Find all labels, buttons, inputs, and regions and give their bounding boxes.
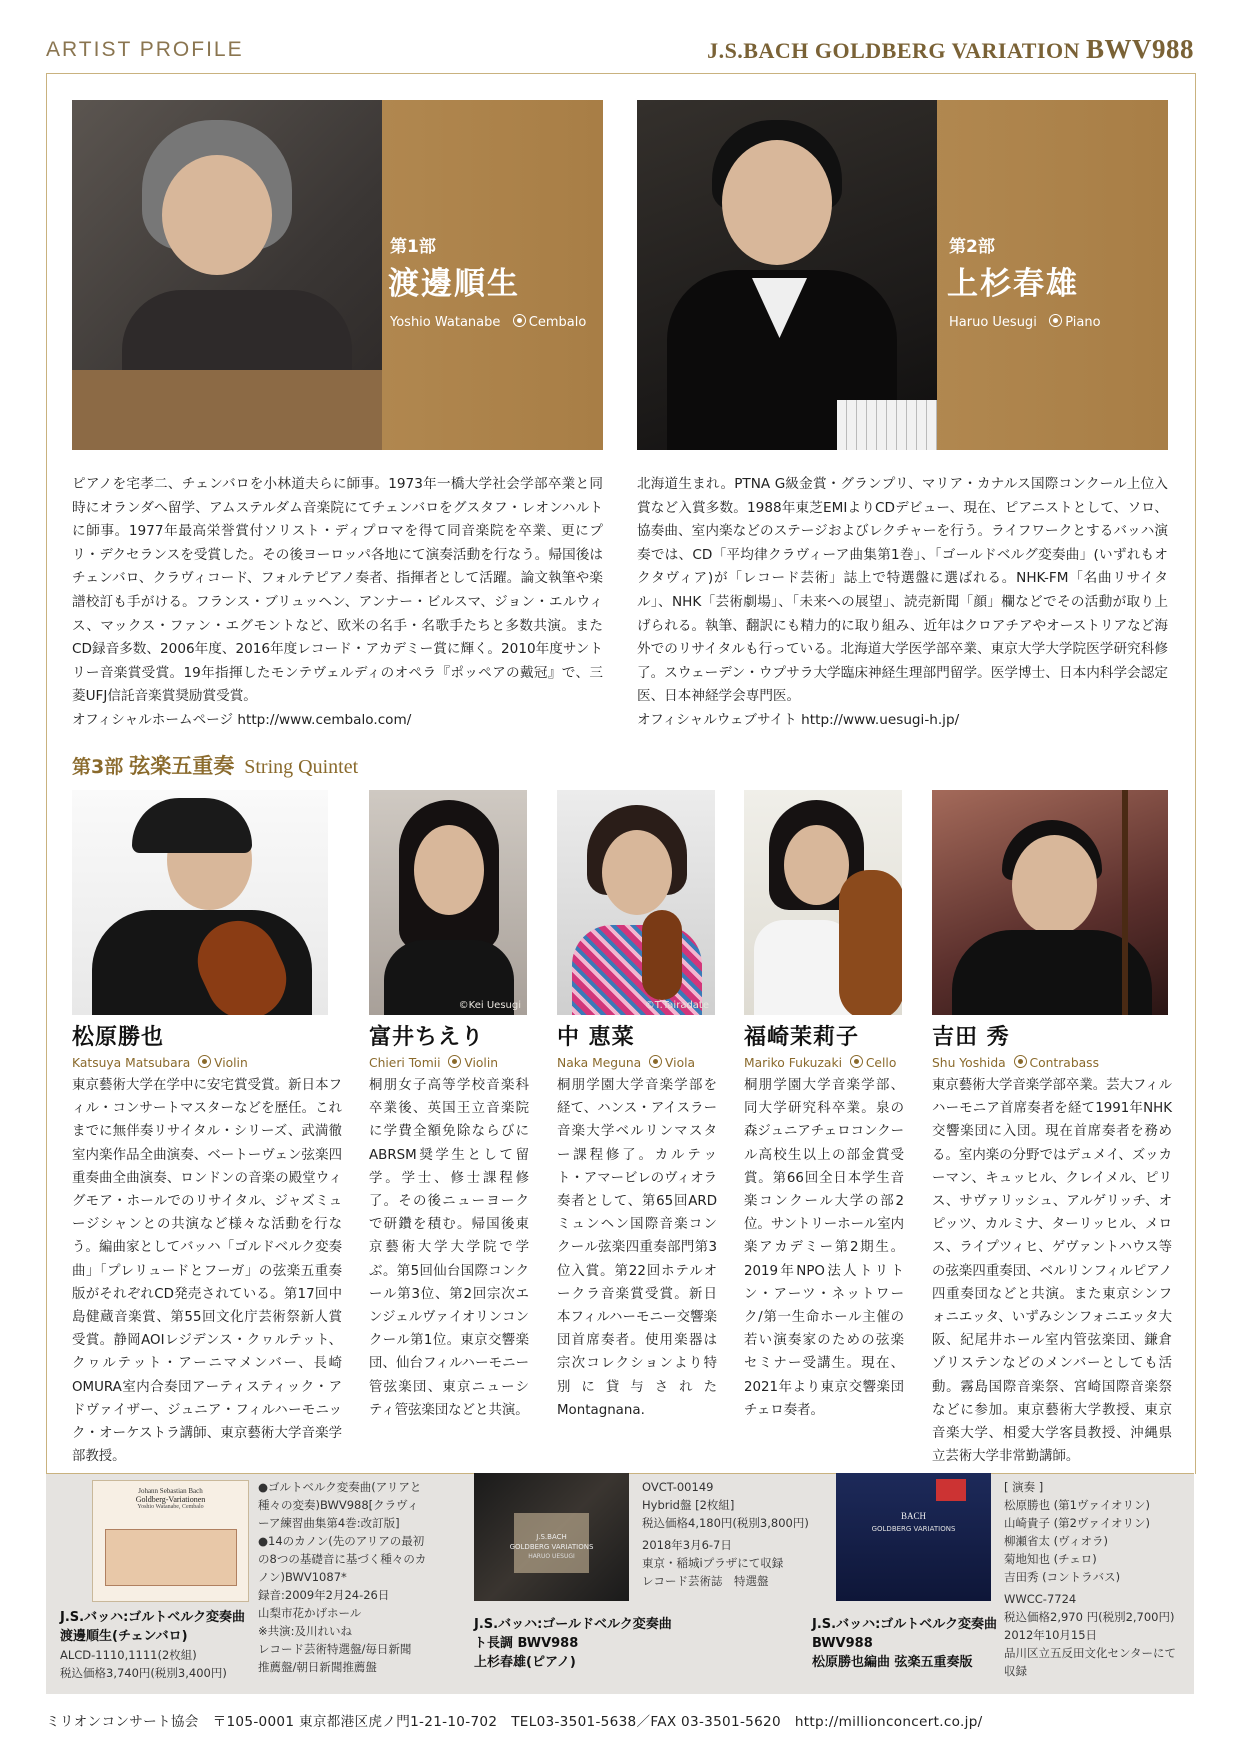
quintet-instrument-5: Contrabass — [1029, 1056, 1099, 1070]
part3-title: 弦楽五重奏 — [129, 753, 235, 778]
cd2-title-3: 上杉春雄(ピアノ) — [474, 1655, 576, 1670]
quintet-name-en-3 — [557, 1055, 717, 1070]
quintet-photo-3 — [557, 790, 715, 1015]
quintet-bio-3: 桐朋学園大学音楽学部を経て、ハンス・アイスラー音楽大学ベルリンマスター課程修了。カルテット・アマービレのヴィオラ奏者として、第65回ARD ミュンヘン国際音楽コンクール弦楽四重奏部門第3位入賞。第22回ホテルオークラ音楽賞受賞。新日本フィルハーモニー交響楽団首席奏者。使用楽器は宗次コレクションより特別に貸与されたMontagnana. — [557, 1078, 717, 1418]
quintet-name-en-text-5: Shu Yoshida — [932, 1056, 1006, 1070]
cd2-cover-line1: J.S.BACH — [536, 1533, 567, 1541]
cd3-title-3: 松原勝也編曲 弦楽五重奏版 — [812, 1655, 973, 1670]
cd1-note-2: ●14のカノン(先のアリアの最初の8つの基礎音に基づく種々のカノン)BWV1087* — [258, 1534, 427, 1584]
quintet-name-1: 松原勝也 — [72, 1024, 165, 1050]
part3-label: 第3部 — [72, 756, 124, 778]
part2-photo — [637, 100, 937, 450]
quintet-member-3 — [557, 1020, 717, 1422]
cd2-note-1: OVCT-00149 — [642, 1480, 714, 1494]
part1-name-en — [390, 314, 586, 330]
cd1-title — [60, 1608, 260, 1682]
quintet-credit-3: ©T.Tairadate — [644, 1000, 709, 1011]
cd1-cover — [92, 1480, 249, 1602]
quintet-member-1 — [72, 1020, 342, 1468]
quintet-name-en-text-4: Mariko Fukuzaki — [744, 1056, 842, 1070]
quintet-name-2: 富井ちえり — [369, 1024, 485, 1050]
cd1-note-6: レコード芸術特選盤/毎日新聞 — [258, 1642, 412, 1656]
part1-hero — [72, 100, 603, 450]
quintet-photo-4 — [744, 790, 902, 1015]
cd3-note-5: 菊地知也 (チェロ) — [1004, 1552, 1097, 1566]
header-title-code: BWV988 — [1085, 34, 1194, 64]
part2-piano-keys — [837, 400, 937, 450]
part2-face — [722, 140, 832, 265]
cd3-title-2: BWV988 — [812, 1636, 873, 1651]
header-title-main: J.S.BACH GOLDBERG VARIATION — [707, 38, 1086, 63]
part3-title-en: String Quintet — [244, 756, 359, 778]
cd1-cover-art — [105, 1529, 237, 1586]
cd2-title — [474, 1615, 714, 1672]
cd3-cover — [836, 1473, 991, 1601]
cd2-title-1: J.S.バッハ:ゴールドベルク変奏曲 — [474, 1617, 672, 1632]
cd2-note-6: レコード芸術誌 特選盤 — [642, 1574, 769, 1588]
cd3-note-7: WWCC-7724 — [1004, 1592, 1077, 1606]
quintet-viola-3 — [642, 910, 682, 1000]
instrument-mark-icon — [198, 1055, 211, 1068]
quintet-photo-1 — [72, 790, 328, 1015]
cd1-note-3: 録音:2009年2月24-26日 — [258, 1588, 390, 1602]
cd2-note-5: 東京・稲城iプラザにて収録 — [642, 1556, 784, 1570]
header-title — [707, 34, 1194, 65]
cd2-cover-line2: GOLDBERG VARIATIONS — [509, 1543, 594, 1551]
quintet-name-en-4 — [744, 1055, 904, 1070]
cd2-note-4: 2018年3月6-7日 — [642, 1538, 732, 1552]
cd1-note-4: 山梨市花かげホール — [258, 1606, 362, 1620]
cd1-title-1: J.S.バッハ:ゴルトベルク変奏曲 — [60, 1610, 246, 1625]
quintet-instrument-1: Violin — [214, 1056, 248, 1070]
part1-name: 渡邊順生 — [388, 266, 520, 302]
quintet-hair-1 — [132, 798, 252, 853]
cd1-title-2: 渡邊順生(チェンバロ) — [60, 1629, 188, 1644]
quintet-member-4 — [744, 1020, 904, 1422]
quintet-face-5 — [1012, 835, 1097, 935]
quintet-face-2 — [414, 825, 484, 915]
quintet-bio-2: 桐朋女子高等学校音楽科卒業後、英国王立音楽院に学費全額免除ならびにABRSM奨学生として留学。学士、修士課程修了。その後ニューヨークで研鑽を積む。帰国後東京藝術大学大学院で学ぶ。第5回仙台国際コンクール第3位、第2回宗次エンジェルヴァイオリンコンクール第1位。東京交響楽団、仙台フィルハーモニー管弦楽団、東京ニューシティ管弦楽団などと共演。 — [369, 1078, 529, 1418]
quintet-contrabass-5 — [1122, 790, 1128, 1015]
part1-bio-block — [72, 473, 603, 733]
quintet-member-5 — [932, 1020, 1172, 1468]
quintet-bio-4: 桐朋学園大学音楽学部、同大学研究科卒業。泉の森ジュニアチェロコンクール高校生以上の部金賞受賞。第66回全日本学生音楽コンクール大学の部2位。サントリーホール室内楽アカデミー第2期生。2019年NPO法人トリトン・アーツ・ネットワーク/第一生命ホール主催の若い演奏家のための弦楽セミナー受講生。現在、2021年より東京交響楽団チェロ奏者。 — [744, 1078, 904, 1418]
cd3-note-11: 収録 — [1004, 1664, 1027, 1678]
part1-photo — [72, 100, 382, 450]
cd2-notes — [642, 1478, 832, 1590]
quintet-name-4: 福崎茉莉子 — [744, 1024, 860, 1050]
cd3-note-6: 吉田秀 (コントラバス) — [1004, 1570, 1121, 1584]
instrument-mark-icon — [1049, 314, 1062, 327]
quintet-bio-5: 東京藝術大学音楽学部卒業。芸大フィルハーモニア首席奏者を経て1991年NHK交響楽団に入団。現在首席奏者を務める。室内楽の分野ではデュメイ、ズッカーマン、キュッヒル、クレイメル、ピリス、サヴァリッシュ、アルゲリッチ、オピッツ、カルミナ、ターリッヒル、メロス、ライプツィヒ、ゲヴァントハウス等の弦楽四重奏団、ベルリンフィルピアノ四重奏団などと共演。また東京シンフォニエッタ、いずみシンフォニエッタ大阪、紀尾井ホール室内管弦楽団、鎌倉ゾリステンなどのメンバーとしても活動。霧島国際音楽祭、宮崎国際音楽祭などに参加。東京藝術大学教授、東京音楽大学、相愛大学客員教授、沖縄県立芸術大学非常勤講師。 — [932, 1078, 1172, 1465]
quintet-name-5: 吉田 秀 — [932, 1024, 1010, 1050]
cd1-note-1: ●ゴルトベルク変奏曲(アリアと種々の変奏)BWV988[クラヴィーア練習曲集第4巻:改訂版] — [258, 1480, 422, 1530]
part2-label: 第2部 — [949, 237, 995, 257]
cd1-cover-line1: Johann Sebastian Bach — [138, 1487, 203, 1495]
quintet-name-en-1 — [72, 1055, 342, 1070]
part1-instrument: Cembalo — [528, 315, 587, 330]
part2-bio: 北海道生まれ。PTNA G級金賞・グランプリ、マリア・カナルス国際コンクール上位入賞など入賞多数。1988年東芝EMIよりCDデビュー、現在、ピアニストとして、ソロ、協奏曲、室内楽などのステージおよびレクチャーを行う。ライフワークとするバッハ演奏では、CD「平均律クラヴィーア曲集第1巻」、「ゴールドベルグ変奏曲」(いずれもオクタヴィア)が「レコード芸術」誌上で特選盤に選ばれる。NHK-FM「名曲リサイタル」、NHK「芸術劇場」、「未来への展望」、読売新聞「顔」欄などでその活動が取り上げられる。執筆、翻訳にも精力的に取り組み、近年はクロアチアやオーストリアなど海外でのリサイタルも行っている。北海道大学医学部卒業、東京大学大学院医学研究科修了。スウェーデン・ウプサラ大学臨床神経生理部門留学。医学博士、日本内科学会認定医、日本神経学会専門医。 — [637, 476, 1168, 705]
quintet-name-en-text-2: Chieri Tomii — [369, 1056, 441, 1070]
cd1-cover-line2: Goldberg-Variationen — [135, 1495, 206, 1504]
quintet-credit-2: ©Kei Uesugi — [458, 1000, 521, 1011]
instrument-mark-icon — [1014, 1055, 1027, 1068]
cd3-note-10: 品川区立五反田文化センターにて — [1004, 1646, 1177, 1660]
instrument-mark-icon — [448, 1055, 461, 1068]
cd1-price: 税込価格3,740円(税別3,400円) — [60, 1666, 227, 1680]
cd3-cover-line1: BACH — [900, 1511, 926, 1521]
part2-site[interactable]: オフィシャルウェブサイト http://www.uesugi-h.jp/ — [637, 711, 960, 728]
part2-hero — [637, 100, 1168, 450]
quintet-name-en-text-3: Naka Meguna — [557, 1056, 642, 1070]
cd1-note-7: 推薦盤/朝日新聞推薦盤 — [258, 1660, 377, 1674]
cd3-title — [812, 1615, 1032, 1672]
quintet-face-3 — [602, 830, 672, 915]
quintet-photo-2 — [369, 790, 527, 1015]
cd2-note-2: Hybrid盤 [2枚組] — [642, 1498, 735, 1512]
cd3-note-2: 松原勝也 (第1ヴァイオリン) — [1004, 1498, 1150, 1512]
quintet-member-2 — [369, 1020, 529, 1422]
part1-instrument-desk — [72, 370, 382, 450]
cd3-cover-line2: GOLDBERG VARIATIONS — [871, 1525, 956, 1533]
cd1-note-5: ※共演:及川れいね — [258, 1624, 353, 1638]
instrument-mark-icon — [649, 1055, 662, 1068]
cd2-cover — [474, 1473, 629, 1601]
quintet-name-3: 中 恵菜 — [557, 1024, 635, 1050]
quintet-instrument-3: Viola — [665, 1056, 696, 1070]
part2-name-en-text: Haruo Uesugi — [949, 315, 1037, 330]
quintet-name-en-5 — [932, 1055, 1172, 1070]
quintet-cello-4 — [839, 870, 902, 1015]
header-artist-profile: ARTIST PROFILE — [46, 38, 244, 61]
cd1-notes — [258, 1478, 428, 1676]
cd3-note-1: [ 演奏 ] — [1004, 1480, 1044, 1494]
quintet-instrument-4: Cello — [865, 1056, 897, 1070]
cd3-note-3: 山崎貴子 (第2ヴァイオリン) — [1004, 1516, 1150, 1530]
part2-name: 上杉春雄 — [947, 266, 1079, 302]
part2-instrument: Piano — [1065, 315, 1101, 330]
cd2-note-3: 税込価格4,180円(税別3,800円) — [642, 1516, 809, 1530]
part1-label: 第1部 — [390, 237, 436, 257]
quintet-instrument-2: Violin — [464, 1056, 499, 1070]
cd3-note-8: 税込価格2,970 円(税別2,700円) — [1004, 1610, 1175, 1624]
cd3-note-4: 柳瀬省太 (ヴィオラ) — [1004, 1534, 1108, 1548]
part1-face — [162, 155, 272, 275]
cd2-title-2: ト長調 BWV988 — [474, 1636, 579, 1651]
part2-name-en — [949, 314, 1101, 330]
part3-heading — [72, 750, 358, 780]
instrument-mark-icon — [850, 1055, 863, 1068]
cd3-label-logo — [936, 1479, 966, 1501]
quintet-name-en-2 — [369, 1055, 529, 1070]
footer-contact: ミリオンコンサート協会 〒105-0001 東京都港区虎ノ門1-21-10-702 TEL03-3501-5638／FAX 03-3501-5620 http://millionconcert.co.jp/ — [46, 1714, 983, 1730]
cd1-catalog: ALCD-1110,1111(2枚組) — [60, 1648, 197, 1662]
cd3-title-1: J.S.バッハ:ゴルトベルク変奏曲 — [812, 1617, 998, 1632]
cd1-cover-line3: Yoshio Watanabe, Cembalo — [137, 1504, 204, 1510]
quintet-bio-1: 東京藝術大学在学中に安宅賞受賞。新日本フィル・コンサートマスターなどを歴任。これまでに無伴奏リサイタル・シリーズ、武満徹室内楽作品全曲演奏、ベートーヴェン弦楽四重奏曲全曲演奏、ロンドンの音楽の殿堂ウィグモア・ホールでのリサイタル、ジャズミュージシャンとの共演など様々な活動を行なう。編曲家としてバッハ「ゴルドベルク変奏曲」「プレリュードとフーガ」の弦楽五重奏版がそれぞれCD発売されている。第17回中島健蔵音楽賞、第55回文化庁芸術祭新人賞受賞。静岡AOIレジデンス・クヮルテット、クヮルテット・アーニマメンバー、長崎OMURA室内合奏団アーティスティック・アドヴァイザー、ジュニア・フィルハーモニック・オーケストラ講師、東京藝術大学音楽学部教授。 — [72, 1078, 342, 1465]
cd2-cover-line3: HARUO UESUGI — [528, 1553, 575, 1560]
part1-bio: ピアノを宅孝二、チェンバロを小林道夫らに師事。1973年一橋大学社会学部卒業と同時にオランダへ留学、アムステルダム音楽院にてチェンバロをグスタフ・レオンハルトに師事。1977年最高栄誉賞付ソリスト・ディプロマを得て同音楽院を卒業、更にプリ・デクセランスを受賞した。その後ヨーロッパ各地にて演奏活動を行なう。帰国後はチェンバロ、クラヴィコード、フォルテピアノ奏者、指揮者として活躍。論文執筆や楽譜校訂も手がける。フランス・ブリュッヘン、アンナー・ビルスマ、ジョン・エルウィス、マックス・ファン・エグモントなど、欧米の名手・名歌手たちと多数共演。またCD録音多数、2006年度、2016年度レコード・アカデミー賞に輝く。2010年度サントリー音楽賞受賞。19年指揮したモンテヴェルディのオペラ『ポッペアの戴冠』で、三菱UFJ信託音楽賞奨励賞受賞。 — [72, 476, 603, 705]
cd3-note-9: 2012年10月15日 — [1004, 1628, 1098, 1642]
part2-bio-block — [637, 473, 1168, 733]
quintet-photo-5 — [932, 790, 1168, 1015]
part1-site[interactable]: オフィシャルホームページ http://www.cembalo.com/ — [72, 711, 412, 728]
instrument-mark-icon — [513, 314, 526, 327]
part1-name-en-text: Yoshio Watanabe — [390, 315, 501, 330]
quintet-name-en-text-1: Katsuya Matsubara — [72, 1056, 191, 1070]
